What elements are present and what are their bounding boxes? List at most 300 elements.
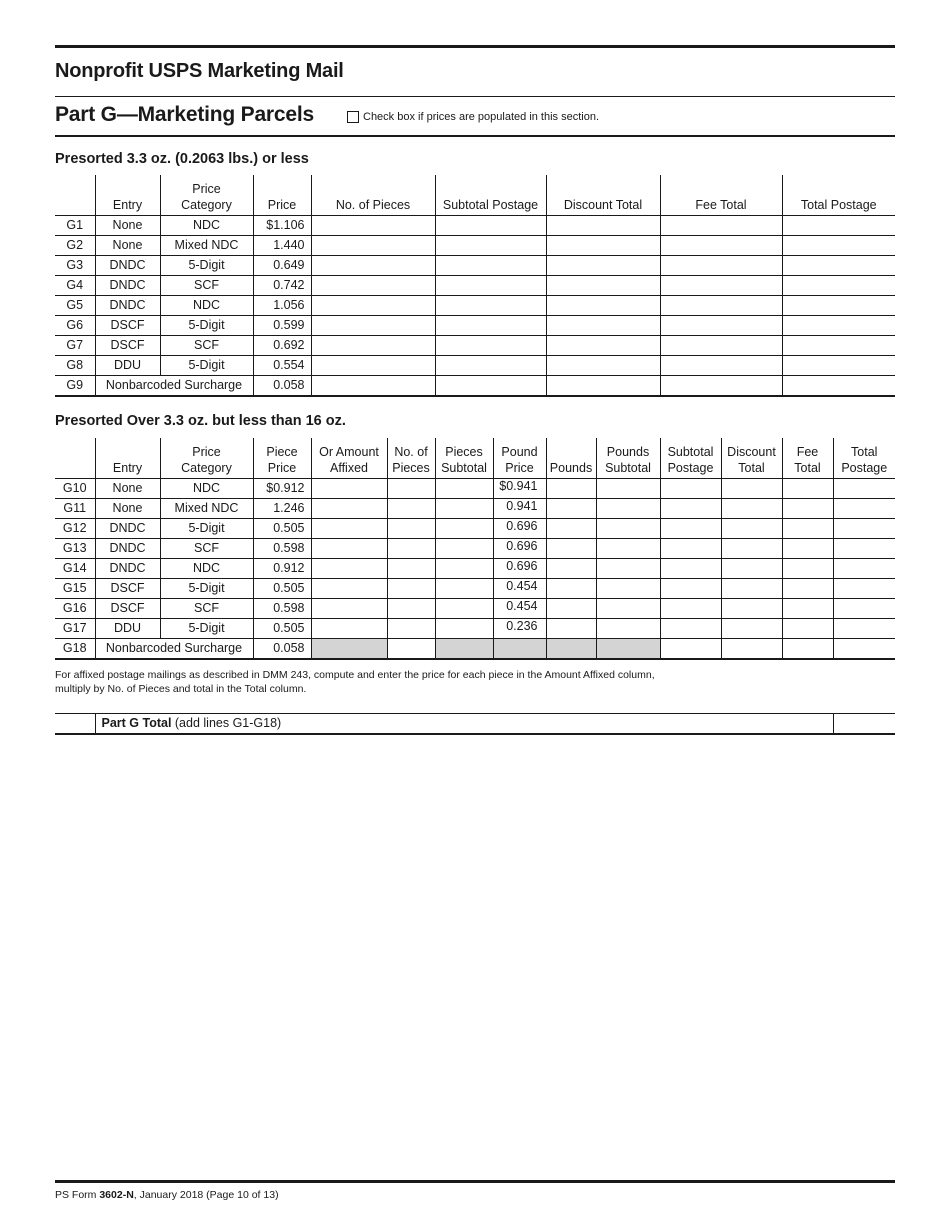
pieces-subtotal-field[interactable] <box>435 518 493 538</box>
pieces-field[interactable] <box>387 518 435 538</box>
pieces-subtotal-field-input[interactable] <box>439 578 490 597</box>
discount-total-field-input[interactable] <box>725 518 779 537</box>
total-postage-field[interactable] <box>833 538 895 558</box>
pieces-field[interactable] <box>311 315 435 335</box>
fee-total-field[interactable] <box>660 255 782 275</box>
section2-col-header-8: Pounds <box>546 438 596 478</box>
fee-total-field[interactable] <box>660 295 782 315</box>
section2-col-header-12: Fee Total <box>782 438 833 478</box>
subtotal-postage-field[interactable] <box>660 578 721 598</box>
pieces-subtotal-field[interactable] <box>435 578 493 598</box>
pieces-field[interactable] <box>387 538 435 558</box>
pieces-field[interactable] <box>387 638 435 659</box>
pieces-field-input[interactable] <box>315 335 432 354</box>
discount-total-field-input[interactable] <box>550 335 657 354</box>
pounds-field-input[interactable] <box>550 498 593 517</box>
pieces-field-input[interactable] <box>315 275 432 294</box>
subtotal-postage-field-input[interactable] <box>664 478 718 497</box>
discount-total-field[interactable] <box>546 295 660 315</box>
pieces-field[interactable] <box>311 375 435 396</box>
line-label: G9 <box>55 375 95 396</box>
fee-total-field[interactable] <box>782 598 833 618</box>
pieces-subtotal-field-input[interactable] <box>439 558 490 577</box>
fee-total-field[interactable] <box>660 215 782 235</box>
subtotal-postage-field[interactable] <box>435 255 546 275</box>
fee-total-field[interactable] <box>660 335 782 355</box>
piece-price-cell: 0.058 <box>253 638 311 659</box>
fee-total-field[interactable] <box>660 275 782 295</box>
pounds-subtotal-field-input[interactable] <box>600 498 657 517</box>
pounds-field[interactable] <box>546 518 596 538</box>
table-row <box>55 578 895 598</box>
pieces-field[interactable] <box>387 598 435 618</box>
total-postage-field-input[interactable] <box>837 478 893 497</box>
total-postage-field-input[interactable] <box>786 355 893 374</box>
discount-total-field-input[interactable] <box>725 578 779 597</box>
total-postage-field-input[interactable] <box>786 255 893 274</box>
total-postage-field[interactable] <box>833 598 895 618</box>
pounds-field[interactable] <box>546 498 596 518</box>
subtotal-postage-field[interactable] <box>435 275 546 295</box>
fee-total-field-input[interactable] <box>664 295 779 314</box>
fee-total-field-input[interactable] <box>664 375 779 394</box>
pieces-field-input[interactable] <box>391 598 432 617</box>
fee-total-field-input[interactable] <box>664 255 779 274</box>
part-g-total-row <box>55 714 895 735</box>
fee-total-field-input[interactable] <box>664 335 779 354</box>
pound-price-cell: 0.696 <box>493 558 546 578</box>
pieces-field[interactable] <box>311 335 435 355</box>
section1-col-header-3: Price <box>253 175 311 215</box>
section2-col-header-0 <box>55 438 95 478</box>
discount-total-field[interactable] <box>721 478 782 498</box>
subtotal-postage-field-input[interactable] <box>664 558 718 577</box>
discount-total-field[interactable] <box>721 618 782 638</box>
fee-total-field[interactable] <box>782 498 833 518</box>
fee-total-field-input[interactable] <box>786 598 830 617</box>
pieces-field[interactable] <box>311 215 435 235</box>
prices-populated-checkbox[interactable] <box>347 111 359 123</box>
subtotal-postage-field[interactable] <box>435 335 546 355</box>
footer-prefix: PS Form <box>55 1189 100 1201</box>
fee-total-field-input[interactable] <box>786 558 830 577</box>
section2-col-header-4: Or Amount Affixed <box>311 438 387 478</box>
subtotal-postage-field[interactable] <box>660 558 721 578</box>
pounds-subtotal-field-input[interactable] <box>600 478 657 497</box>
amount-affixed-field-input[interactable] <box>315 578 384 597</box>
total-postage-field-input[interactable] <box>786 335 893 354</box>
discount-total-field-input[interactable] <box>725 618 779 637</box>
subtotal-postage-field-input[interactable] <box>664 638 718 657</box>
pound-price-cell: 0.454 <box>493 578 546 598</box>
entry-cell: DSCF <box>95 578 160 598</box>
table-row <box>55 335 895 355</box>
total-postage-field-input[interactable] <box>786 315 893 334</box>
total-postage-field[interactable] <box>833 498 895 518</box>
fee-total-field[interactable] <box>782 618 833 638</box>
amount-affixed-field[interactable] <box>311 518 387 538</box>
total-postage-field[interactable] <box>782 335 895 355</box>
discount-total-field[interactable] <box>721 598 782 618</box>
pounds-field[interactable] <box>546 558 596 578</box>
fee-total-field[interactable] <box>660 355 782 375</box>
pounds-subtotal-field[interactable] <box>596 498 660 518</box>
part-g-total-field[interactable] <box>833 714 895 735</box>
discount-total-field-input[interactable] <box>550 315 657 334</box>
pieces-subtotal-field[interactable] <box>435 598 493 618</box>
pounds-field-input[interactable] <box>550 518 593 537</box>
total-postage-field[interactable] <box>833 638 895 659</box>
fee-total-field-input[interactable] <box>664 235 779 254</box>
subtotal-postage-field-input[interactable] <box>664 518 718 537</box>
pieces-field-input[interactable] <box>391 518 432 537</box>
pieces-field-input[interactable] <box>391 538 432 557</box>
pieces-subtotal-field-input[interactable] <box>439 618 490 637</box>
pieces-subtotal-field[interactable] <box>435 558 493 578</box>
affixed-postage-note <box>55 668 655 696</box>
price-cell: $1.106 <box>253 215 311 235</box>
part-title: Part G—Marketing Parcels <box>55 103 314 126</box>
pounds-subtotal-field[interactable] <box>596 478 660 498</box>
fee-total-field-input[interactable] <box>786 638 830 657</box>
pieces-field-input[interactable] <box>315 295 432 314</box>
pounds-subtotal-field-input[interactable] <box>600 538 657 557</box>
pounds-subtotal-field[interactable] <box>596 518 660 538</box>
total-postage-field[interactable] <box>782 315 895 335</box>
discount-total-field[interactable] <box>721 538 782 558</box>
pieces-field-input[interactable] <box>315 355 432 374</box>
section2-col-header-7: Pound Price <box>493 438 546 478</box>
pieces-field-input[interactable] <box>315 215 432 234</box>
amount-affixed-field-input[interactable] <box>315 518 384 537</box>
section2-col-header-5: No. of Pieces <box>387 438 435 478</box>
table-row <box>55 538 895 558</box>
table-row <box>55 275 895 295</box>
pounds-field-input[interactable] <box>550 538 593 557</box>
pieces-field[interactable] <box>387 578 435 598</box>
pounds-field[interactable] <box>546 578 596 598</box>
total-postage-field-input[interactable] <box>786 215 893 234</box>
pieces-field[interactable] <box>387 618 435 638</box>
pieces-field[interactable] <box>387 478 435 498</box>
piece-price-cell: $0.912 <box>253 478 311 498</box>
pounds-subtotal-field-input[interactable] <box>600 558 657 577</box>
total-postage-field[interactable] <box>782 215 895 235</box>
piece-price-cell: 0.598 <box>253 598 311 618</box>
total-postage-field[interactable] <box>782 295 895 315</box>
pounds-field[interactable] <box>546 598 596 618</box>
pieces-subtotal-field-input[interactable] <box>439 518 490 537</box>
pounds-field-input[interactable] <box>550 598 593 617</box>
pieces-field[interactable] <box>311 275 435 295</box>
total-postage-field-input[interactable] <box>837 598 893 617</box>
line-label: G15 <box>55 578 95 598</box>
pieces-subtotal-field[interactable] <box>435 498 493 518</box>
amount-affixed-field[interactable] <box>311 498 387 518</box>
fee-total-field[interactable] <box>782 558 833 578</box>
table-row <box>55 235 895 255</box>
total-label-rest: (add lines G1-G18) <box>171 716 282 730</box>
pounds-subtotal-field-input[interactable] <box>600 578 657 597</box>
pieces-field-input[interactable] <box>315 235 432 254</box>
amount-affixed-field[interactable] <box>311 618 387 638</box>
discount-total-field[interactable] <box>721 498 782 518</box>
fee-total-field-input[interactable] <box>786 538 830 557</box>
pieces-field-input[interactable] <box>391 618 432 637</box>
subtotal-postage-field-input[interactable] <box>439 255 543 274</box>
discount-total-field-input[interactable] <box>550 255 657 274</box>
discount-total-field-input[interactable] <box>550 375 657 394</box>
subtotal-postage-field-input[interactable] <box>439 235 543 254</box>
total-postage-field[interactable] <box>833 518 895 538</box>
pieces-subtotal-field-input[interactable] <box>439 478 490 497</box>
pieces-field[interactable] <box>311 355 435 375</box>
discount-total-field-input[interactable] <box>550 235 657 254</box>
discount-total-field[interactable] <box>546 275 660 295</box>
pounds-subtotal-field[interactable] <box>596 538 660 558</box>
subtotal-postage-field-input[interactable] <box>439 215 543 234</box>
total-postage-field[interactable] <box>833 618 895 638</box>
subtotal-postage-field[interactable] <box>660 518 721 538</box>
discount-total-field-input[interactable] <box>550 215 657 234</box>
price-cell: 0.554 <box>253 355 311 375</box>
discount-total-field-input[interactable] <box>550 275 657 294</box>
amount-affixed-field-input[interactable] <box>315 618 384 637</box>
prices-populated-check[interactable] <box>347 111 599 123</box>
piece-price-cell: 0.598 <box>253 538 311 558</box>
subtotal-postage-field-input[interactable] <box>439 355 543 374</box>
pieces-field[interactable] <box>311 295 435 315</box>
discount-total-field-input[interactable] <box>725 478 779 497</box>
total-postage-field[interactable] <box>833 558 895 578</box>
subtotal-postage-field-input[interactable] <box>664 538 718 557</box>
subtotal-postage-field[interactable] <box>435 355 546 375</box>
section2-title: Presorted Over 3.3 oz. but less than 16 oz. <box>55 413 346 429</box>
subtotal-postage-field-input[interactable] <box>439 375 543 394</box>
pounds-subtotal-field-input[interactable] <box>600 518 657 537</box>
category-cell: SCF <box>160 275 253 295</box>
discount-total-field[interactable] <box>546 355 660 375</box>
pieces-subtotal-field-input[interactable] <box>439 498 490 517</box>
pieces-field-input[interactable] <box>391 638 432 657</box>
discount-total-field[interactable] <box>546 235 660 255</box>
pieces-field-input[interactable] <box>391 478 432 497</box>
entry-cell: DDU <box>95 355 160 375</box>
subtotal-postage-field-input[interactable] <box>664 618 718 637</box>
pounds-field-input[interactable] <box>550 578 593 597</box>
amount-affixed-field-input[interactable] <box>315 478 384 497</box>
pieces-field-input[interactable] <box>391 558 432 577</box>
total-postage-field[interactable] <box>782 275 895 295</box>
total-postage-field-input[interactable] <box>837 638 893 657</box>
line-label: G11 <box>55 498 95 518</box>
footer-form-number: 3602-N <box>99 1189 134 1201</box>
discount-total-field-input[interactable] <box>725 498 779 517</box>
pieces-field[interactable] <box>311 255 435 275</box>
pieces-field[interactable] <box>387 498 435 518</box>
fee-total-field[interactable] <box>660 315 782 335</box>
pounds-field[interactable] <box>546 618 596 638</box>
amount-affixed-field-input[interactable] <box>315 598 384 617</box>
section2-table <box>55 438 895 660</box>
part-g-total-input[interactable] <box>837 714 893 733</box>
subtotal-postage-field[interactable] <box>435 215 546 235</box>
fee-total-field[interactable] <box>660 235 782 255</box>
pieces-field-input[interactable] <box>315 255 432 274</box>
fee-total-field[interactable] <box>782 538 833 558</box>
subtotal-postage-field[interactable] <box>435 315 546 335</box>
fee-total-field-input[interactable] <box>786 618 830 637</box>
pounds-subtotal-field[interactable] <box>596 578 660 598</box>
total-postage-field-input[interactable] <box>786 295 893 314</box>
entry-cell: DNDC <box>95 558 160 578</box>
subtotal-postage-field-input[interactable] <box>664 578 718 597</box>
discount-total-field[interactable] <box>546 215 660 235</box>
pound-price-cell: 0.454 <box>493 598 546 618</box>
fee-total-field[interactable] <box>782 638 833 659</box>
total-postage-field-input[interactable] <box>837 518 893 537</box>
pounds-field-input[interactable] <box>550 478 593 497</box>
pieces-field-input[interactable] <box>315 375 432 394</box>
discount-total-field[interactable] <box>546 255 660 275</box>
pounds-subtotal-field-input[interactable] <box>600 618 657 637</box>
discount-total-field[interactable] <box>546 375 660 396</box>
surcharge-label: Nonbarcoded Surcharge <box>95 638 253 659</box>
pounds-field[interactable] <box>546 538 596 558</box>
subtotal-postage-field[interactable] <box>435 375 546 396</box>
fee-total-field-input[interactable] <box>786 518 830 537</box>
total-postage-field-input[interactable] <box>786 375 893 394</box>
line-label: G2 <box>55 235 95 255</box>
pounds-subtotal-field[interactable] <box>596 558 660 578</box>
discount-total-field[interactable] <box>721 518 782 538</box>
fee-total-field[interactable] <box>782 518 833 538</box>
subtotal-postage-field[interactable] <box>660 638 721 659</box>
total-postage-field[interactable] <box>782 375 895 396</box>
amount-affixed-field[interactable] <box>311 598 387 618</box>
total-postage-field[interactable] <box>782 255 895 275</box>
fee-total-field[interactable] <box>782 478 833 498</box>
subtotal-postage-field[interactable] <box>435 295 546 315</box>
pieces-subtotal-field[interactable] <box>435 538 493 558</box>
shaded-cell <box>311 638 387 659</box>
amount-affixed-field-input[interactable] <box>315 538 384 557</box>
pieces-field[interactable] <box>311 235 435 255</box>
section1-col-header-8: Total Postage <box>782 175 895 215</box>
pieces-field-input[interactable] <box>391 578 432 597</box>
pieces-field-input[interactable] <box>315 315 432 334</box>
pounds-field-input[interactable] <box>550 558 593 577</box>
pounds-subtotal-field-input[interactable] <box>600 598 657 617</box>
subtotal-postage-field-input[interactable] <box>439 315 543 334</box>
discount-total-field-input[interactable] <box>550 355 657 374</box>
discount-total-field-input[interactable] <box>725 638 779 657</box>
fee-total-field-input[interactable] <box>664 215 779 234</box>
discount-total-field-input[interactable] <box>725 538 779 557</box>
pieces-subtotal-field[interactable] <box>435 618 493 638</box>
discount-total-field-input[interactable] <box>550 295 657 314</box>
fee-total-field[interactable] <box>660 375 782 396</box>
pieces-subtotal-field[interactable] <box>435 478 493 498</box>
subtotal-postage-field-input[interactable] <box>439 295 543 314</box>
total-postage-field-input[interactable] <box>786 275 893 294</box>
shaded-cell <box>493 638 546 659</box>
pieces-subtotal-field-input[interactable] <box>439 598 490 617</box>
total-postage-field-input[interactable] <box>837 558 893 577</box>
fee-total-field-input[interactable] <box>664 355 779 374</box>
pounds-subtotal-field[interactable] <box>596 618 660 638</box>
subtotal-postage-field[interactable] <box>660 618 721 638</box>
section1-table <box>55 175 895 397</box>
amount-affixed-field[interactable] <box>311 578 387 598</box>
subtotal-postage-field[interactable] <box>660 498 721 518</box>
amount-affixed-field[interactable] <box>311 478 387 498</box>
subtotal-postage-field-input[interactable] <box>439 335 543 354</box>
pieces-field[interactable] <box>387 558 435 578</box>
discount-total-field-input[interactable] <box>725 558 779 577</box>
total-postage-field-input[interactable] <box>786 235 893 254</box>
entry-cell: DNDC <box>95 538 160 558</box>
total-postage-field[interactable] <box>782 355 895 375</box>
total-postage-field[interactable] <box>833 478 895 498</box>
pounds-subtotal-field[interactable] <box>596 598 660 618</box>
pounds-field-input[interactable] <box>550 618 593 637</box>
amount-affixed-field-input[interactable] <box>315 558 384 577</box>
total-postage-field-input[interactable] <box>837 578 893 597</box>
subtotal-postage-field[interactable] <box>660 478 721 498</box>
discount-total-field[interactable] <box>721 558 782 578</box>
fee-total-field[interactable] <box>782 578 833 598</box>
table-row <box>55 558 895 578</box>
category-cell: 5-Digit <box>160 518 253 538</box>
fee-total-field-input[interactable] <box>664 315 779 334</box>
discount-total-field[interactable] <box>546 315 660 335</box>
subtotal-postage-field-input[interactable] <box>664 498 718 517</box>
title-rule <box>55 96 895 97</box>
fee-total-field-input[interactable] <box>664 275 779 294</box>
total-postage-field-input[interactable] <box>837 538 893 557</box>
total-postage-field-input[interactable] <box>837 618 893 637</box>
entry-cell: DSCF <box>95 315 160 335</box>
subtotal-postage-field-input[interactable] <box>664 598 718 617</box>
subtotal-postage-field[interactable] <box>435 235 546 255</box>
fee-total-field-input[interactable] <box>786 578 830 597</box>
subtotal-postage-field[interactable] <box>660 598 721 618</box>
discount-total-field[interactable] <box>721 638 782 659</box>
total-postage-field[interactable] <box>833 578 895 598</box>
amount-affixed-field[interactable] <box>311 558 387 578</box>
discount-total-field[interactable] <box>546 335 660 355</box>
fee-total-field-input[interactable] <box>786 498 830 517</box>
table-row <box>55 215 895 235</box>
surcharge-label: Nonbarcoded Surcharge <box>95 375 253 396</box>
amount-affixed-field[interactable] <box>311 538 387 558</box>
pounds-field[interactable] <box>546 478 596 498</box>
fee-total-field-input[interactable] <box>786 478 830 497</box>
total-postage-field-input[interactable] <box>837 498 893 517</box>
section2-col-header-1: Entry <box>95 438 160 478</box>
discount-total-field[interactable] <box>721 578 782 598</box>
total-postage-field[interactable] <box>782 235 895 255</box>
pieces-subtotal-field-input[interactable] <box>439 538 490 557</box>
pieces-field-input[interactable] <box>391 498 432 517</box>
line-label: G5 <box>55 295 95 315</box>
subtotal-postage-field-input[interactable] <box>439 275 543 294</box>
discount-total-field-input[interactable] <box>725 598 779 617</box>
subtotal-postage-field[interactable] <box>660 538 721 558</box>
amount-affixed-field-input[interactable] <box>315 498 384 517</box>
category-cell: Mixed NDC <box>160 498 253 518</box>
